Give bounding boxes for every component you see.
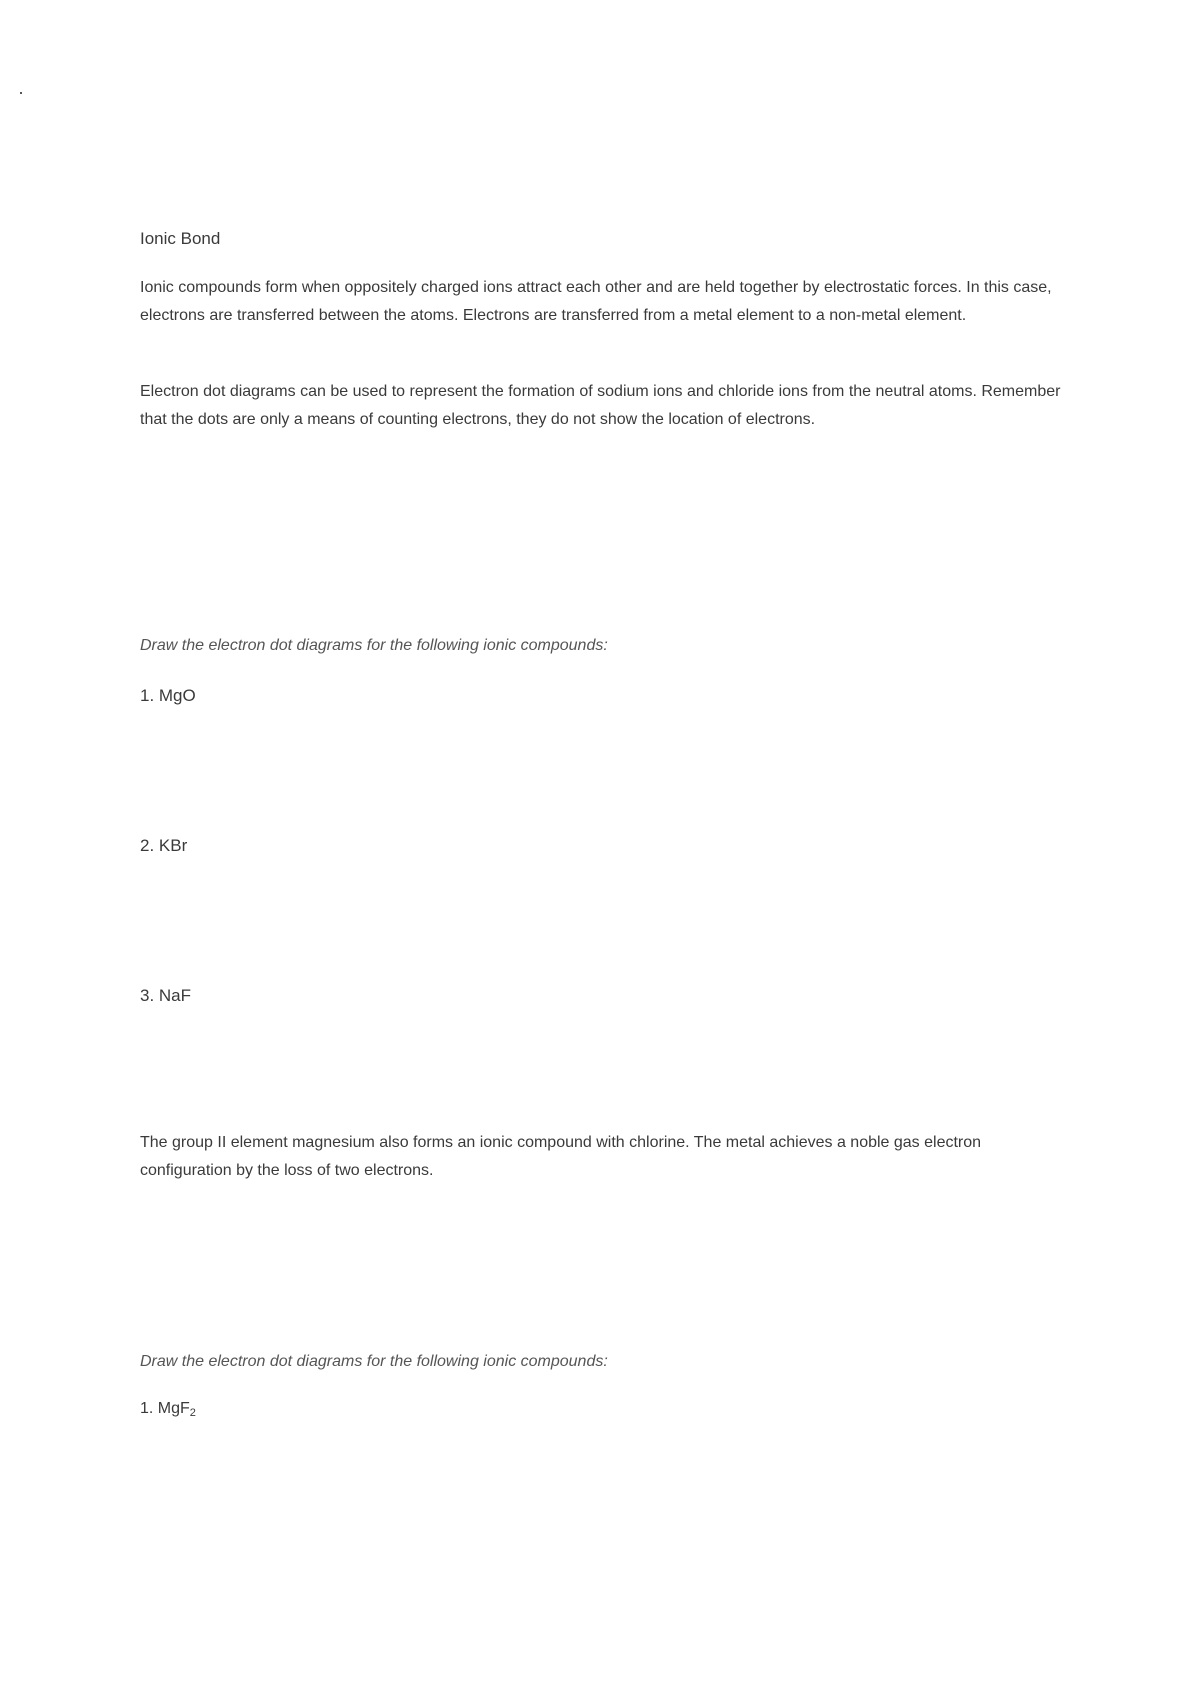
electron-dot-paragraph: Electron dot diagrams can be used to represent the formation of sodium ions and chloride ions from the neutral atoms. Remember that the dots are only a means of counting electrons, they do not show the location of electrons. <box>140 383 1061 428</box>
question-kbr: 2. KBr <box>140 836 188 855</box>
question-mgf2-formula: 1. MgF <box>140 1400 190 1417</box>
question-mgo: 1. MgO <box>140 686 196 705</box>
exercise-prompt-2: Draw the electron dot diagrams for the following ionic compounds: <box>140 1353 608 1370</box>
document-title: Ionic Bond <box>140 229 221 248</box>
question-naf: 3. NaF <box>140 986 192 1005</box>
exercise-prompt-1: Draw the electron dot diagrams for the following ionic compounds: <box>140 637 608 654</box>
stray-mark <box>20 92 22 94</box>
question-mgf2-subscript: 2 <box>189 1407 196 1419</box>
intro-paragraph: Ionic compounds form when oppositely charged ions attract each other and are held together by electrostatic forces. In this case, electrons are transferred between the atoms. Electrons are transferred from a metal element to a non-metal element. <box>140 279 1052 324</box>
question-mgf2 <box>140 1395 1070 1428</box>
magnesium-paragraph: The group II element magnesium also forms an ionic compound with chlorine. The metal achieves a noble gas electron configuration by the loss of two electrons. <box>140 1134 982 1179</box>
